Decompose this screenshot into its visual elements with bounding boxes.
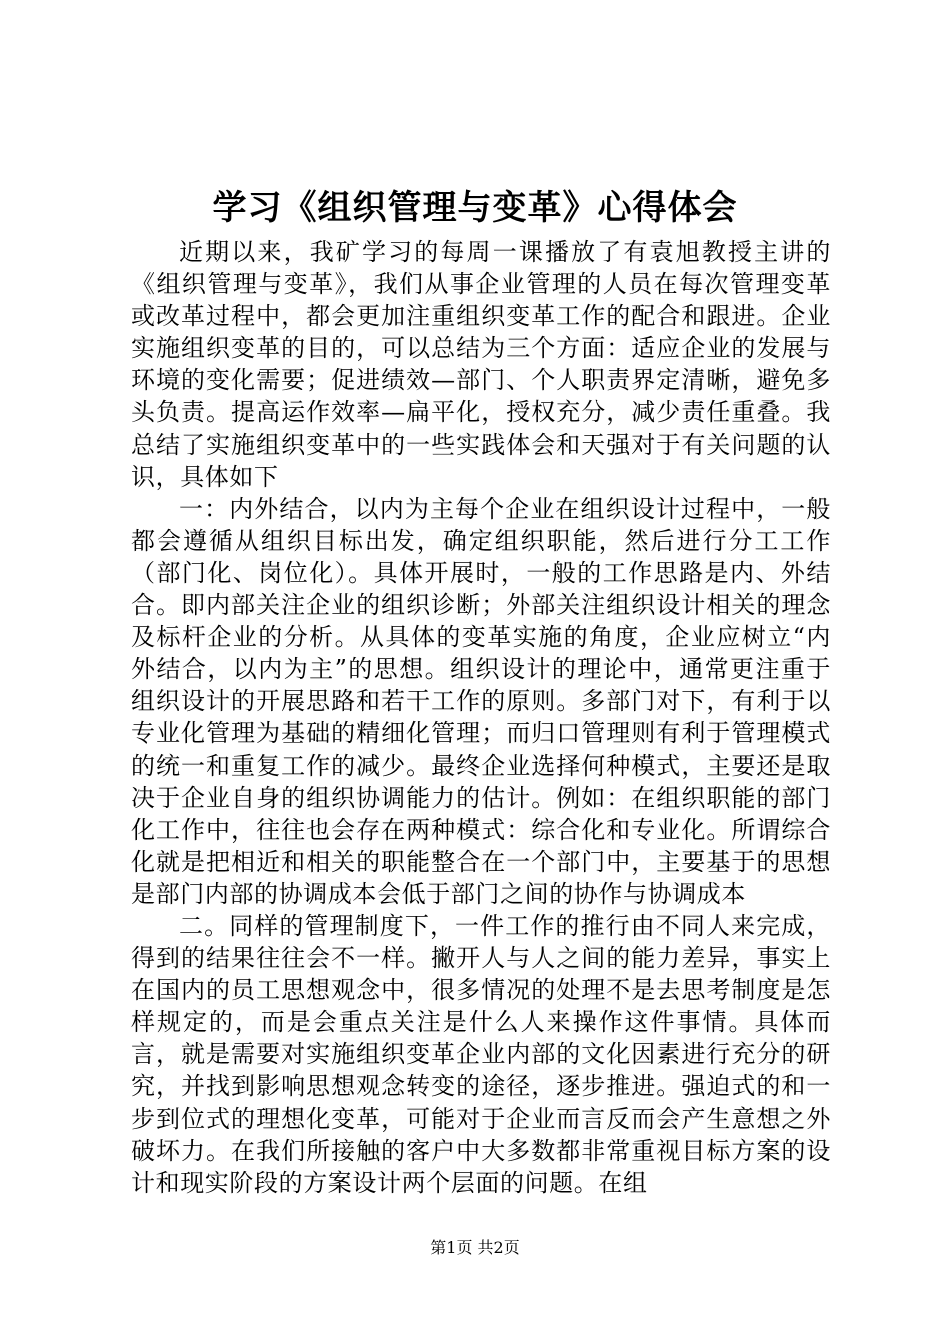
document-title: 学习《组织管理与变革》心得体会: [212, 188, 738, 228]
paragraph-section-one: 一：内外结合，以内为主每个企业在组织设计过程中，一般都会遵循从组织目标出发，确定组织职能，然后进行分工工作（部门化、岗位化）。具体开展时，一般的工作思路是内、外结合。即内部关注企业的组织诊断；外部关注组织设计相关的理念及标杆企业的分析。从具体的变革实施的角度，企业应树立“内外结合，以内为主”的思想。组织设计的理论中，通常更注重于组织设计的开展思路和若干工作的原则。多部门对下，有利于以专业化管理为基础的精细化管理；而归口管理则有利于管理模式的统一和重复工作的减少。最终企业选择何种模式，主要还是取决于企业自身的组织协调能力的估计。例如：在组织职能的部门化工作中，往往也会存在两种模式：综合化和专业化。所谓综合化就是把相近和相关的职能整合在一个部门中，主要基于的思想是部门内部的协调成本会低于部门之间的协作与协调成本: [131, 494, 831, 908]
document-body: [131, 236, 831, 1199]
page-footer: 第1页 共2页: [430, 1238, 520, 1257]
paragraph-section-two: 二。同样的管理制度下，一件工作的推行由不同人来完成，得到的结果往往会不一样。撇开人与人之间的能力差异，事实上在国内的员工思想观念中，很多情况的处理不是去思考制度是怎样规定的，而是会重点关注是什么人来操作这件事情。具体而言，就是需要对实施组织变革企业内部的文化因素进行充分的研究，并找到影响思想观念转变的途径，逐步推进。强迫式的和一步到位式的理想化变革，可能对于企业而言反而会产生意想之外破坏力。在我们所接触的客户中大多数都非常重视目标方案的设计和现实阶段的方案设计两个层面的问题。在组: [131, 911, 831, 1197]
paragraph-intro: 近期以来，我矿学习的每周一课播放了有袁旭教授主讲的《组织管理与变革》，我们从事企业管理的人员在每次管理变革或改革过程中，都会更加注重组织变革工作的配合和跟进。企业实施组织变革的目的，可以总结为三个方面：适应企业的发展与环境的变化需要；促进绩效—部门、个人职责界定清晰，避免多头负责。提高运作效率—扁平化，授权充分，减少责任重叠。我总结了实施组织变革中的一些实践体会和天强对于有关问题的认识，具体如下: [131, 238, 831, 491]
